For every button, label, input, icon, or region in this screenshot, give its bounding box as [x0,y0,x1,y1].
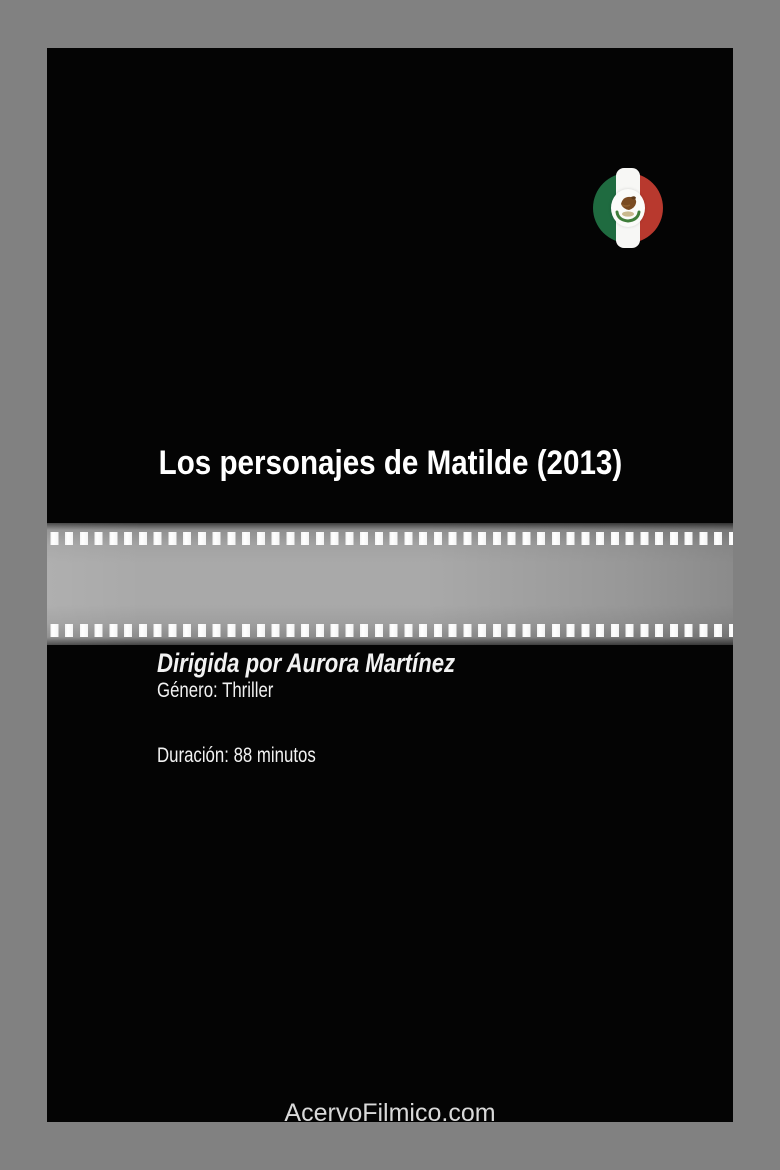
mexico-flag-icon [587,163,677,258]
eagle-emblem-icon [611,189,645,227]
duration-line: Duración: 88 minutos [157,744,316,767]
genre-line: Género: Thriller [157,679,274,702]
filmstrip-graphic [47,523,733,645]
filmstrip-holes-top [47,532,733,545]
director-line: Dirigida por Aurora Martínez [157,648,456,678]
credits-block [157,648,521,769]
watermark-site-name: AcervoFilmico.com [284,1099,496,1122]
movie-title-text: Los personajes de Matilde (2013) [158,444,622,482]
movie-poster [47,48,733,1122]
movie-title [47,444,733,482]
filmstrip-holes-bottom [47,624,733,637]
